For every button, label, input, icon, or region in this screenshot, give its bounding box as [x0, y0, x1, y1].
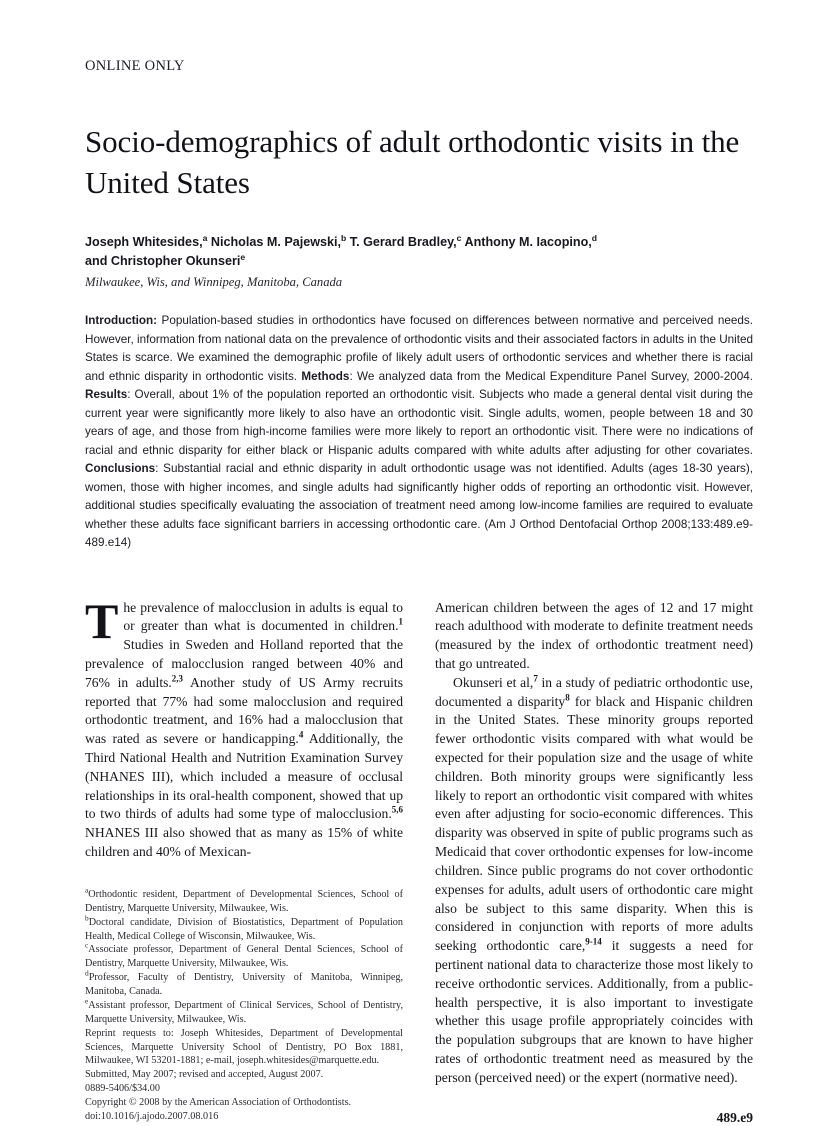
- footnote-item: Copyright © 2008 by the American Association of Orthodontists.: [85, 1097, 352, 1109]
- footnote-item: 0889-5406/$34.00: [85, 1083, 160, 1095]
- body-paragraph: American children between the ages of 12 and 17 might reach adulthood with moderate to definite treatment needs (measured by the index of orthodontic treatment need) that go untreated.: [435, 599, 753, 671]
- author-line-2: and Christopher Okunseri$^e$: [85, 252, 246, 269]
- right-column-paragraphs: [435, 599, 753, 1088]
- footnote-item: $^e$Assistant professor, Department of Clinical Services, School of Dentistry, Marquette University, Milwaukee, Wis.: [85, 996, 403, 1025]
- footnote-item: Submitted, May 2007; revised and accepted, August 2007.: [85, 1069, 324, 1081]
- footnote-item: doi:10.1016/j.ajodo.2007.08.016: [85, 1110, 219, 1122]
- author-list: [85, 233, 725, 271]
- right-column: [435, 599, 753, 1126]
- running-head: ONLINE ONLY: [85, 58, 185, 74]
- footnote-item: $^a$Orthodontic resident, Department of Developmental Sciences, School of Dentistry, Marquette University, Milwaukee, Wis.: [85, 885, 403, 914]
- footnote-item: $^d$Professor, Faculty of Dentistry, University of Manitoba, Winnipeg, Manitoba, Canada.: [85, 968, 403, 998]
- page-title: Socio-demographics of adult orthodontic visits in the United States: [85, 124, 740, 201]
- page-number: 489.e9: [716, 1109, 753, 1125]
- footnote-block: [85, 885, 403, 1124]
- left-column: [85, 592, 404, 1126]
- footnote-item: Reprint requests to: Joseph Whitesides, Department of Developmental Sciences, Marquette University School of Dentistry, PO Box 1881, Milwaukee, WI 53201-1881; e-mail, joseph.whitesides@marquette.edu.: [85, 1027, 403, 1067]
- left-column-paragraphs: [85, 592, 404, 862]
- footnote-item: $^b$Doctoral candidate, Division of Biostatistics, Department of Population Health, Medical College of Wisconsin, Milwaukee, Wis.: [85, 913, 403, 942]
- author-locations: Milwaukee, Wis, and Winnipeg, Manitoba, Canada: [85, 275, 343, 290]
- page-content: [85, 58, 753, 1126]
- body-paragraph: Okunseri et al,$^7$ in a study of pediatric orthodontic use, documented a disparity$^8$ for black and Hispanic children in the United States. These minority groups reported fewer orthodontic visits compared with what would be expected for their population size and the usage of white children. Both minority groups were significantly less likely to report an orthodontic visit compared with whites even after adjusting for socio-economic differences. This disparity was observed in spite of public programs such as Medicaid that cover orthodontic expenses for low-income children. Since public programs do not cover orthodontic expenses for adults, adult users of orthodontic care might also be subject to this same disparity. When this is considered in conjunction with reports of more adults seeking orthodontic care,$^{9-14}$ it suggests a need for pertinent national data to characterize those most likely to receive orthodontic services. Additionally, from a public-health perspective, it is also important to investigate whether this usage profile appropriately coincides with the population subgroups that are known to have higher rates of orthodontic treatment need as measured by the person (perceived need) or the expert (normative need).: [435, 673, 754, 1085]
- body-paragraph: The prevalence of malocclusion in adults is equal to or greater than what is documented in children.$^1$ Studies in Sweden and Holland reported that the prevalence of malocclusion ranged between 40% and 76% in adults.$^{2,3}$ Another study of US Army recruits reported that 77% had some malocclusion and required orthodontic treatment, and 16% had a malocclusion that was rated as severe or handicapping.$^4$ Additionally, the Third National Health and Nutrition Examination Survey (NHANES III), which included a measure of occlusal relationships in its oral-health component, showed that up to two thirds of adults had some type of malocclusion.$^{5,6}$ NHANES III also showed that as many as 15% of white children and 40% of Mexican-: [85, 592, 404, 860]
- abstract: Introduction: Population-based studies in orthodontics have focused on differences between normative and perceived needs. However, information from national data on the prevalence of orthodontic visits and their associated factors in adults in the United States is scarce. We examined the demographic profile of likely adult users of orthodontic services and whether there is racial and ethnic disparity in orthodontic visits. Methods: We analyzed data from the Medical Expenditure Panel Survey, 2000-2004. Results: Overall, about 1% of the population reported an orthodontic visit. Subjects who made a general dental visit during the current year were significantly more likely to also have an orthodontic visit. Single adults, women, people between 18 and 30 years of age, and those from high-income families were more likely to report an orthodontic visit. There were no indications of racial and ethnic disparity for either black or Hispanic adults compared with white adults after adjusting for other covariates. Conclusions: Substantial racial and ethnic disparity in adult orthodontic usage was not identified. Adults (ages 18-30 years), women, those with higher incomes, and single adults had significantly higher odds of reporting an orthodontic visit. However, additional studies specifically evaluating the association of treatment need among low-income families are required to evaluate whether these adults face significant barriers in accessing orthodontic care. (Am J Orthod Dentofacial Orthop 2008;133:489.e9-489.e14): [85, 314, 753, 550]
- body-columns: [85, 592, 754, 1126]
- author-line-1: Joseph Whitesides,$^a$ Nicholas M. Pajewski,$^b$ T. Gerard Bradley,$^c$ Anthony M. Iacopino,$^d$: [85, 233, 598, 250]
- footnote-item: $^c$Associate professor, Department of General Dental Sciences, School of Dentistry, Marquette University, Milwaukee, Wis.: [85, 941, 403, 970]
